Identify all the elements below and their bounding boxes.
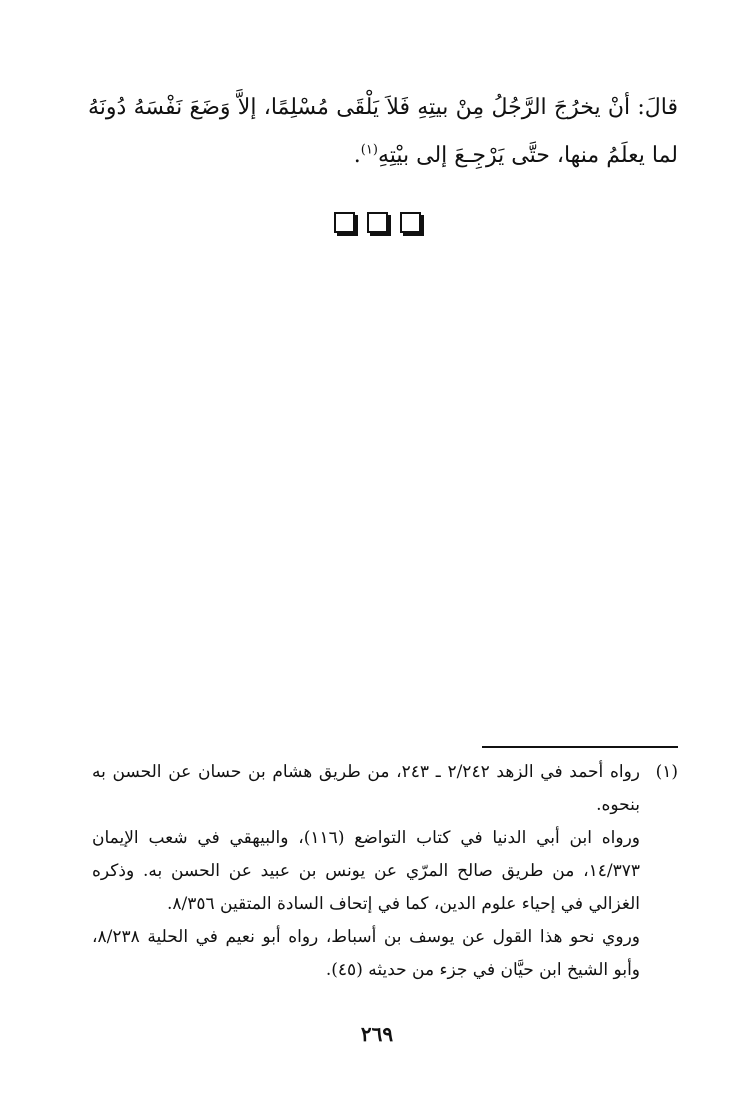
footnote-divider bbox=[482, 746, 678, 748]
square-ornament-icon bbox=[400, 212, 421, 233]
main-text-block bbox=[88, 84, 678, 180]
main-paragraph bbox=[88, 84, 678, 180]
footnote-number: (١) bbox=[655, 762, 678, 782]
main-text-content: قالَ: أنْ يخرُجَ الرَّجُلُ مِنْ بيتِهِ فَلاَ يَلْقَى مُسْلِمًا، إلاَّ وَضَعَ نَفْسَهُ دُونَهُ لما يعلَمُ منها، حتَّى يَرْجِـعَ إلى بيْتِهِ bbox=[88, 95, 678, 168]
footnote-reference: (١) bbox=[360, 142, 378, 158]
square-ornament-icon bbox=[367, 212, 388, 233]
page-number: ٢٦٩ bbox=[360, 1022, 394, 1046]
footnote-body bbox=[92, 756, 640, 987]
footnote-paragraph: ورواه ابن أبي الدنيا في كتاب التواضع (١١٦)، والبيهقي في شعب الإيمان ١٤/٣٧٣، من طريق صالح المرّي عن يونس بن عبيد عن الحسن به. وذكره الغزالي في إحياء علوم الدين، كما في إتحاف السادة المتقين ٨/٣٥٦. bbox=[92, 828, 640, 914]
footnotes-section bbox=[92, 756, 678, 987]
main-text-end: . bbox=[353, 143, 361, 168]
footnote-paragraph: رواه أحمد في الزهد ٢/٢٤٢ ـ ٢٤٣، من طريق هشام بن حسان عن الحسن به بنحوه. bbox=[92, 762, 640, 815]
square-ornament-icon bbox=[334, 212, 355, 233]
footnote-item bbox=[92, 756, 678, 987]
footnote-paragraph: وروي نحو هذا القول عن يوسف بن أسباط، رواه أبو نعيم في الحلية ٨/٢٣٨، وأبو الشيخ ابن حيَّان في جزء من حديثه (٤٥). bbox=[92, 927, 640, 980]
section-separator-icon bbox=[0, 212, 754, 233]
